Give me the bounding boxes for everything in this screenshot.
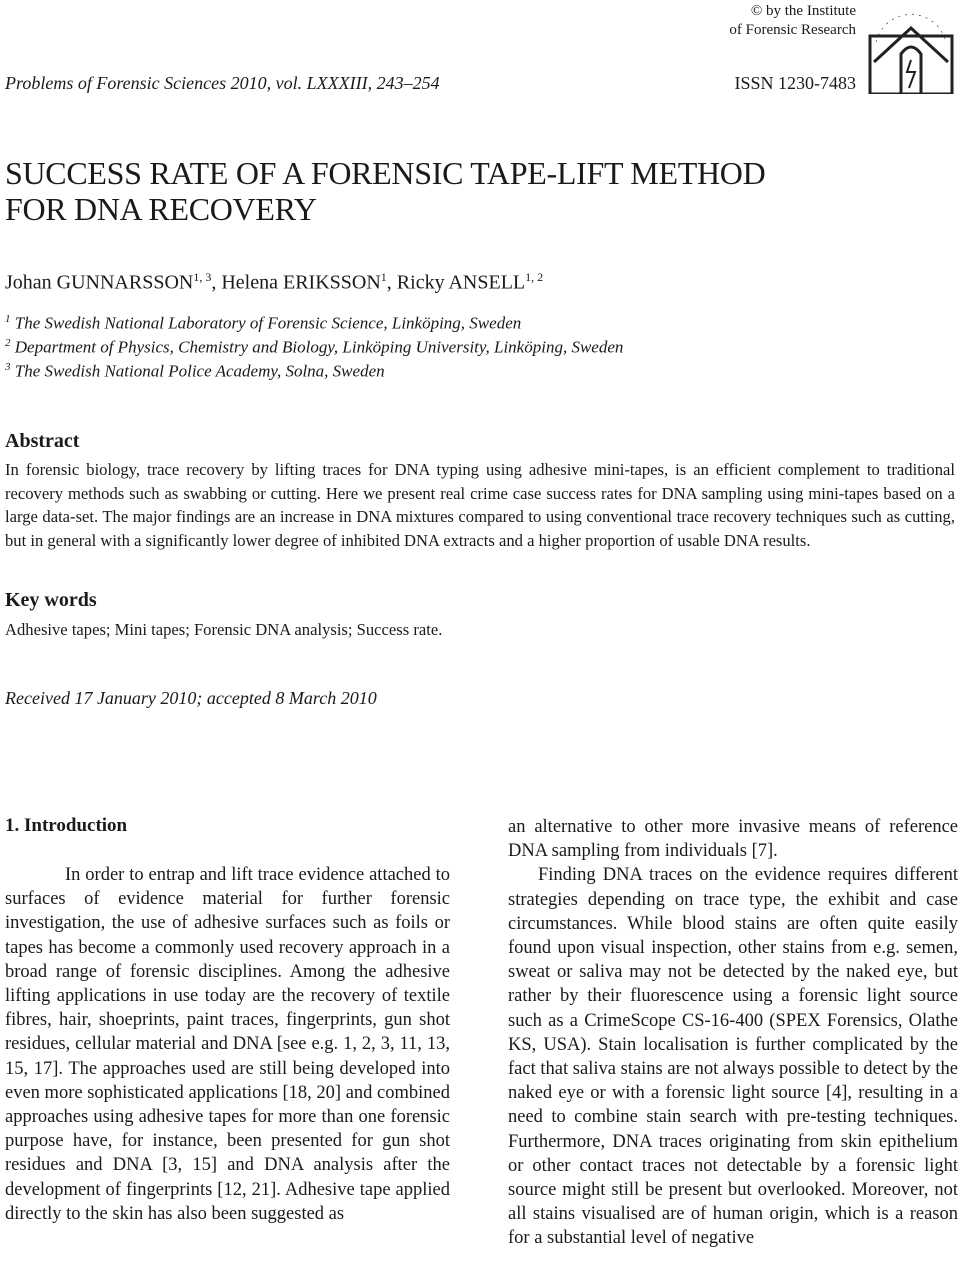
author-separator: , [211, 271, 222, 294]
author-affiliation-mark: 1 [380, 270, 387, 284]
intro-paragraph: Finding DNA traces on the evidence requires different strategies depending on trace type, the exhibit and case circumstances. While blood stains are often quite easily found upon visual inspection, other stains from e.g. semen, sweat or saliva may not be detected by the naked eye, but rather by their fluorescence using a forensic light source such as a CrimeScope CS-16-400 (SPEX Forensics, Olathe KS, USA). Stain localisation is further complicated by the fact that saliva stains are not always possible to detect by the naked eye or with a forensic light source [4], resulting in a need to combine stain search with pre-testing techniques. Furthermore, DNA traces originating from skin epithelium or other contact traces not detectable by a forensic light source might still be present but overlooked. Moreover, not all stains visualised are of human origin, which is a reason for a substantial level of negative [508, 865, 958, 1249]
section-heading-introduction: 1. Introduction [5, 815, 128, 836]
author-separator: , [386, 271, 397, 294]
keywords-text: Adhesive tapes; Mini tapes; Forensic DNA analysis; Success rate. [5, 620, 443, 639]
copyright-notice [729, 2, 856, 40]
affiliation-3 [5, 361, 385, 382]
author-name: Ricky ANSELL [396, 271, 526, 294]
paper-title [5, 155, 765, 227]
author-name: Johan GUNNARSSON [5, 271, 194, 294]
abstract-text: In forensic biology, trace recovery by lifting traces for DNA typing using adhesive mini-tapes, is an efficient complement to traditional recovery methods such as swabbing or cutting. Here we present real crime case success rates for DNA sampling using mini-tapes based on a large data-set. The major findings are an increase in DNA mixtures compared to using conventional trace recovery techniques such as cutting, but in general with a significantly lower degree of inhibited DNA extracts and a higher proportion of usable DNA results. [5, 460, 955, 550]
affiliation-number: 1 [5, 313, 11, 325]
affiliation-text: Department of Physics, Chemistry and Biology, Linköping University, Linköping, Sweden [10, 337, 624, 357]
intro-right-column [508, 815, 958, 1251]
abstract-heading: Abstract [5, 430, 80, 452]
affiliation-text: The Swedish National Police Academy, Solna, Sweden [10, 361, 385, 381]
author-list [5, 270, 543, 295]
issn: ISSN 1230-7483 [734, 73, 856, 93]
received-dates: Received 17 January 2010; accepted 8 March 2010 [5, 688, 377, 708]
copyright-line-1: © by the Institute [750, 3, 856, 19]
title-line-2: FOR DNA RECOVERY [5, 191, 317, 227]
intro-left-column: In order to entrap and lift trace evidence attached to surfaces of evidence material for further forensic investigation, the use of adhesive surfaces such as foils or tapes has become a commonly used recovery approach in a broad range of forensic disciplines. Among the adhesive lifting applications in use today are the recovery of textile fibres, hair, shoeprints, paint traces, fingerprints, gun shot residues, cellular material and DNA [see e.g. 1, 2, 3, 11, 13, 15, 17]. The approaches used are still being developed into even more sophisticated applications [18, 20] and combined approaches using adhesive tapes for more than one forensic purpose have, for instance, been presented for gun shot residues and DNA [3, 15] and DNA analysis after the development of fingerprints [12, 21]. Adhesive tape applied directly to the skin has also been suggested as [5, 865, 450, 1224]
keywords-heading: Key words [5, 589, 97, 611]
author-affiliation-mark: 1, 2 [525, 270, 544, 284]
journal-citation: Problems of Forensic Sciences 2010, vol. LXXXIII, 243–254 [5, 73, 440, 93]
affiliation-1 [5, 313, 521, 334]
intro-paragraph: an alternative to other more invasive means of reference DNA sampling from individuals [7]. [508, 817, 958, 862]
institute-logo-icon [864, 2, 956, 94]
copyright-line-2: of Forensic Research [729, 22, 856, 38]
affiliation-number: 2 [5, 337, 11, 349]
title-line-1: SUCCESS RATE OF A FORENSIC TAPE-LIFT METHOD [5, 155, 766, 191]
affiliation-number: 3 [5, 361, 11, 373]
author-name: Helena ERIKSSON [221, 271, 381, 294]
affiliation-text: The Swedish National Laboratory of Forensic Science, Linköping, Sweden [10, 313, 522, 333]
affiliation-2 [5, 337, 623, 358]
author-affiliation-mark: 1, 3 [193, 270, 212, 284]
